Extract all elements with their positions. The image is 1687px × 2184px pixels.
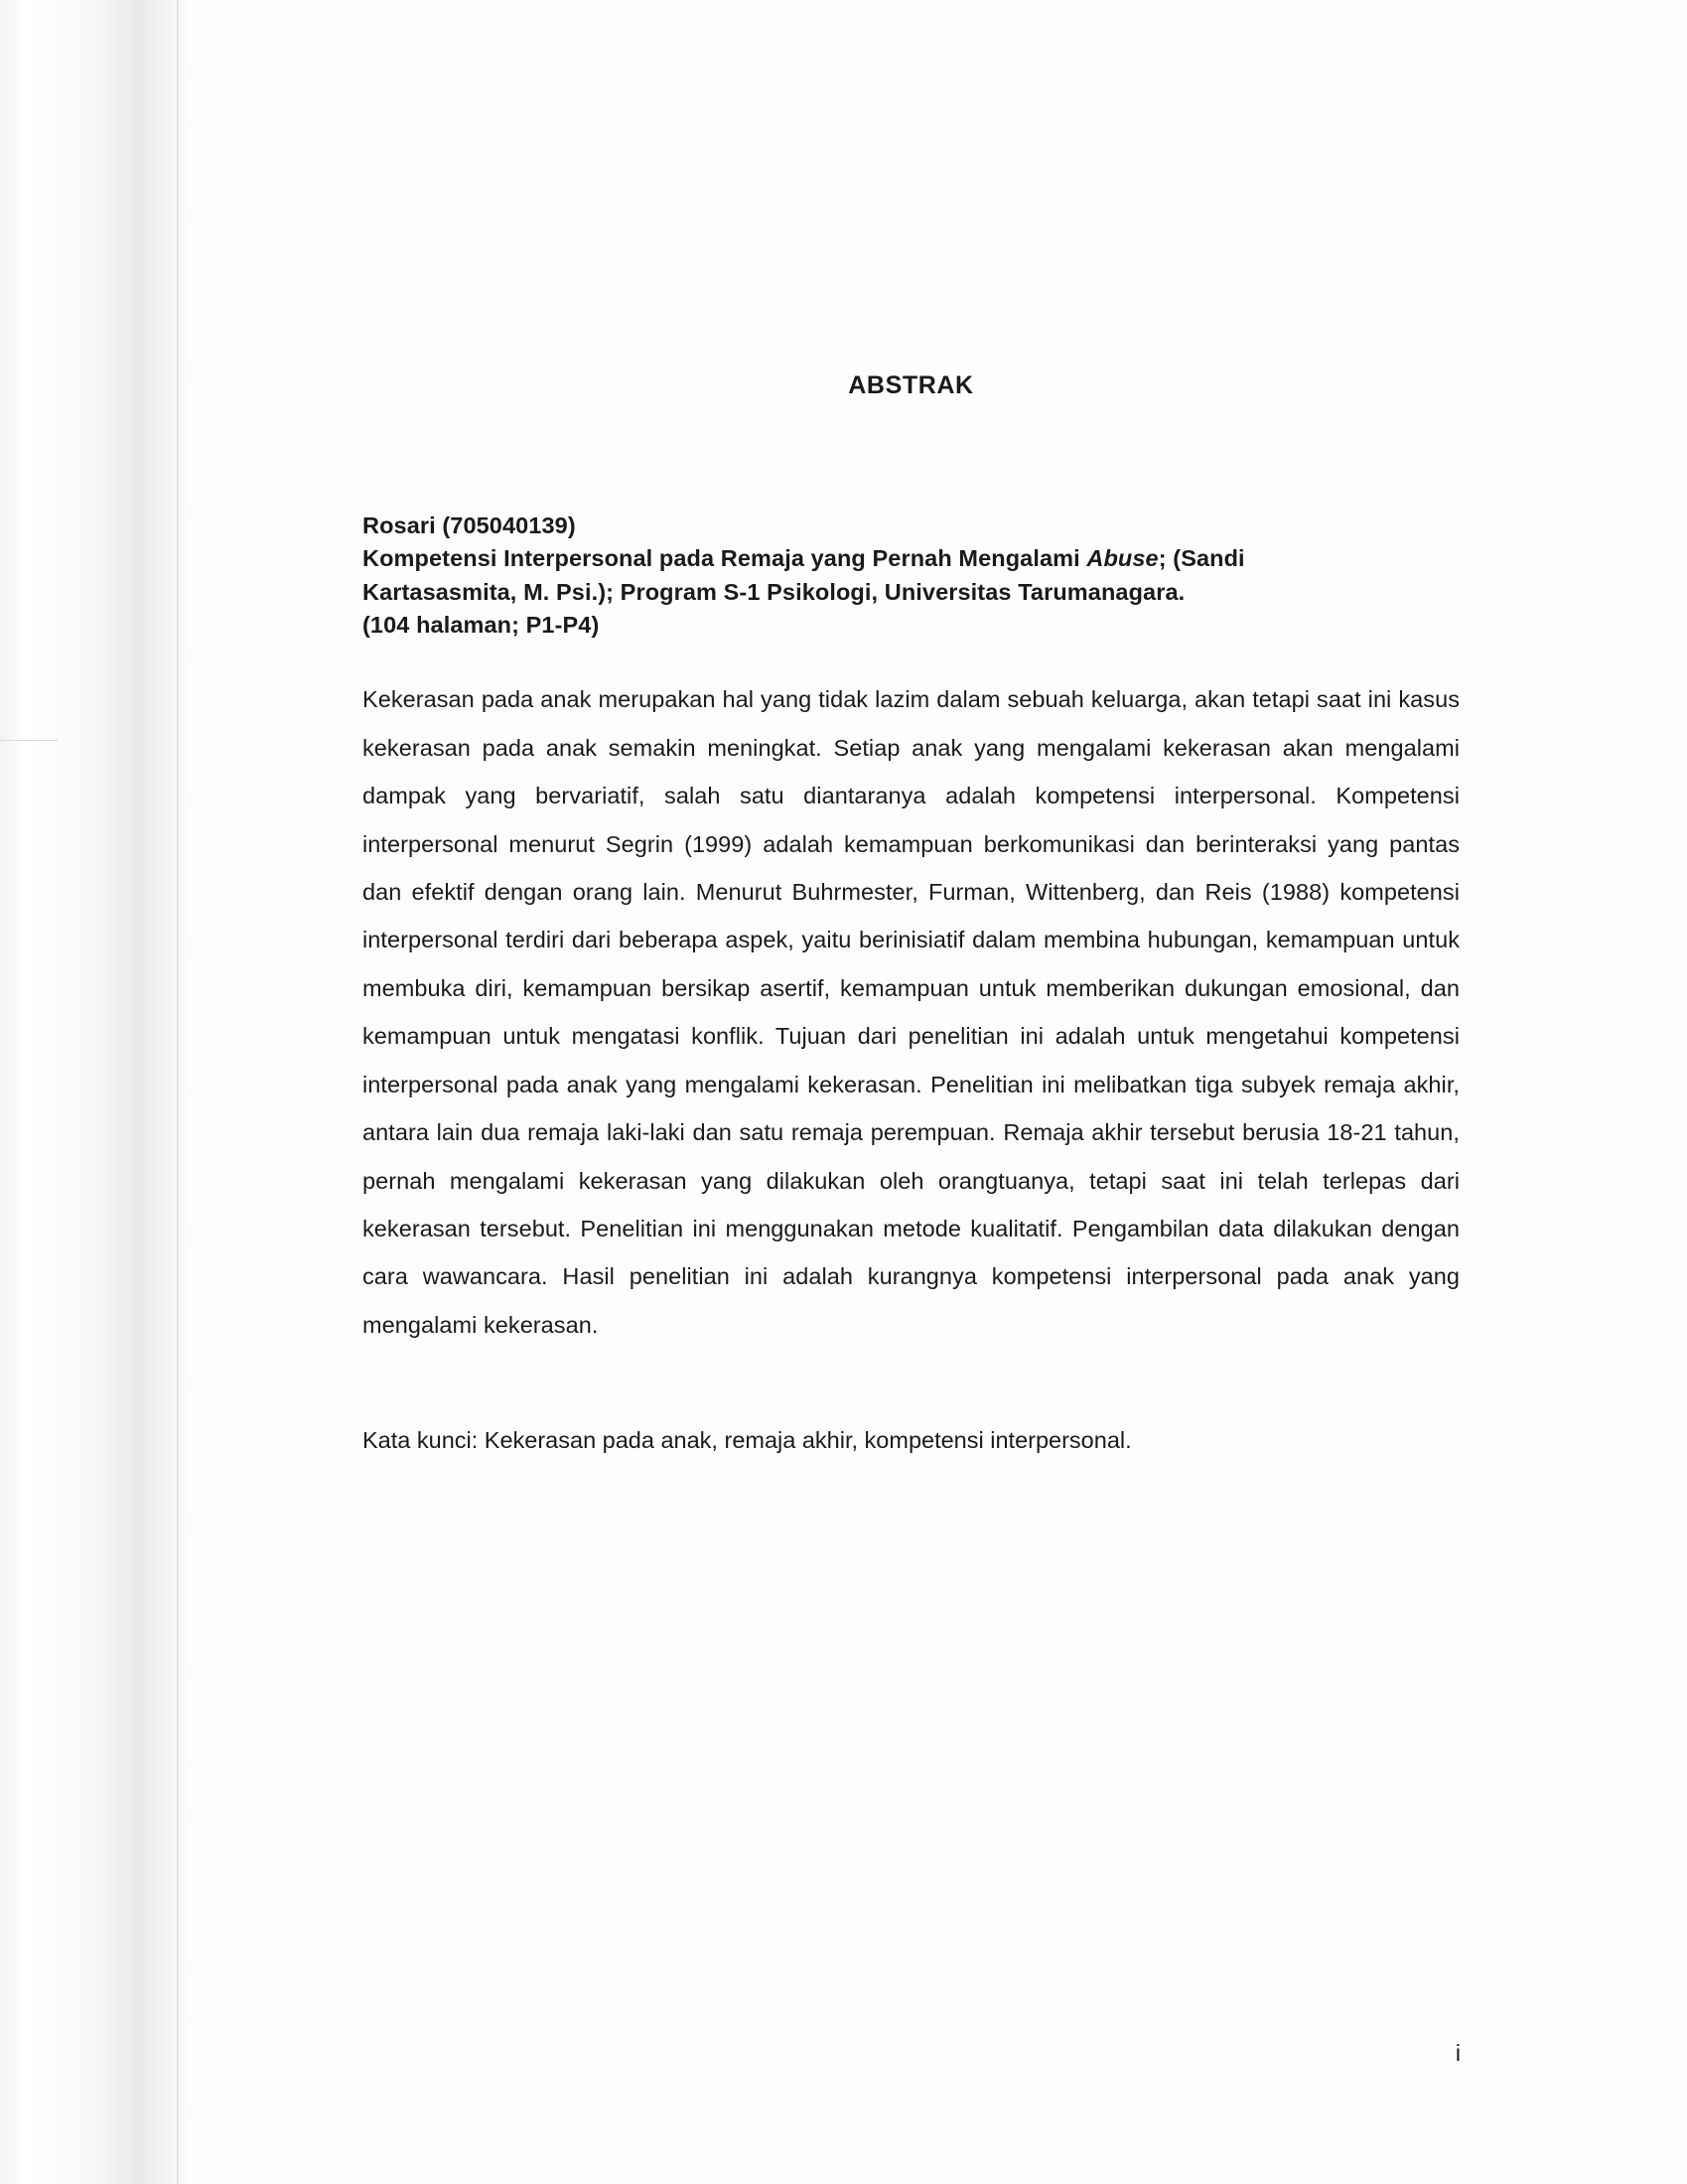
thesis-title-text: Kompetensi Interpersonal pada Remaja yang Pernah Mengalami (362, 545, 1087, 572)
thesis-title-italic-term: Abuse (1086, 545, 1159, 572)
page-gutter-line (177, 0, 179, 2184)
thesis-pages-line: (104 halaman; P1-P4) (362, 612, 600, 639)
abstract-metadata (362, 510, 1460, 642)
thesis-title-text-tail: ; (Sandi (1158, 545, 1245, 572)
page-gutter-shading (0, 0, 199, 2184)
thesis-title-line-1 (362, 542, 1460, 575)
page-edge-mark (0, 740, 58, 741)
abstract-paragraph: Kekerasan pada anak merupakan hal yang tidak lazim dalam sebuah keluarga, akan tetapi saat ini kasus kekerasan pada anak semakin meningkat. Setiap anak yang mengalami kekerasan akan mengalami dampak yang bervariatif, salah satu diantaranya adalah kompetensi interpersonal. Kompetensi interpersonal menurut Segrin (1999) adalah kemampuan berkomunikasi dan berinteraksi yang pantas dan efektif dengan orang lain. Menurut Buhrmester, Furman, Wittenberg, dan Reis (1988) kompetensi interpersonal terdiri dari beberapa aspek, yaitu berinisiatif dalam membina hubungan, kemampuan untuk membuka diri, kemampuan bersikap asertif, kemampuan untuk memberikan dukungan emosional, dan kemampuan untuk mengatasi konflik. Tujuan dari penelitian ini adalah untuk mengetahui kompetensi interpersonal pada anak yang mengalami kekerasan. Penelitian ini melibatkan tiga subyek remaja akhir, antara lain dua remaja laki-laki dan satu remaja perempuan. Remaja akhir tersebut berusia 18-21 tahun, pernah mengalami kekerasan yang dilakukan oleh orangtuanya, tetapi saat ini telah terlepas dari kekerasan tersebut. Penelitian ini menggunakan metode kualitatif. Pengambilan data dilakukan dengan cara wawancara. Hasil penelitian ini adalah kurangnya kompetensi interpersonal pada anak yang mengalami kekerasan. (362, 686, 1460, 1338)
page-content (362, 0, 1460, 2184)
keywords-line: Kata kunci: Kekerasan pada anak, remaja akhir, kompetensi interpersonal. (362, 1427, 1132, 1454)
thesis-title-line-2: Kartasasmita, M. Psi.); Program S-1 Psikologi, Universitas Tarumanagara. (362, 578, 1186, 605)
author-line: Rosari (705040139) (362, 512, 576, 538)
page-number: i (1455, 2040, 1461, 2066)
page-title: ABSTRAK (848, 371, 974, 399)
page-gutter-line-secondary (149, 0, 150, 2184)
